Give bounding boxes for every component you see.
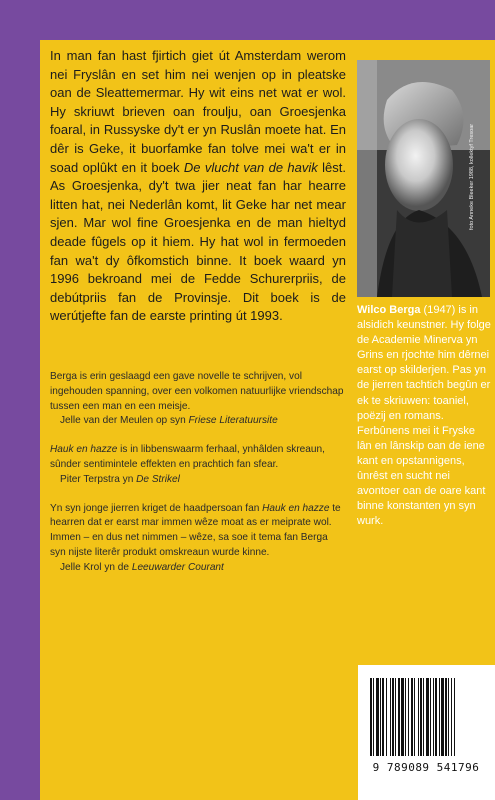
review-quote: Berga is erin geslaagd een gave novelle te schrijven, vol ingehouden spanning, over een volkomen natuurlijke vriendschap tussen een man en een meisje. bbox=[50, 371, 344, 412]
yellow-panel-bottom bbox=[40, 665, 358, 800]
barcode-bar bbox=[380, 678, 381, 756]
barcode-bar bbox=[418, 678, 419, 756]
reviews bbox=[50, 370, 346, 590]
barcode-bar bbox=[435, 678, 437, 756]
review-quote: Hauk en hazze is in libbenswaarm ferhaal, ynhâlden skreaun, sûnder sentimintele effekten en prachtich fan sfear. bbox=[50, 444, 325, 470]
blurb-part-1: In man fan hast fjirtich giet út Amsterdam werom nei Fryslân en set him nei wenjen op in pleatske oan de Sleattemermar. Hy wit eins net wat er wol. Hy skriuwt brieven oan froulju, oan Groesjenka foaral, in Russyske dy't er yn Ruslân moete hat. En dêr is Geke, it buorfamke fan tolve mei wa't er in soad oplûkt en it boek bbox=[50, 48, 346, 175]
barcode-bar bbox=[451, 678, 452, 756]
author-bio bbox=[357, 303, 492, 529]
barcode-bar bbox=[373, 678, 374, 756]
barcode-bar bbox=[398, 678, 400, 756]
author-portrait-photo bbox=[357, 60, 490, 297]
barcode-bar bbox=[423, 678, 424, 756]
barcode-bars bbox=[366, 676, 486, 761]
barcode-icon bbox=[366, 676, 486, 786]
barcode-bar bbox=[395, 678, 396, 756]
blurb-part-2: lêst. As Groesjenka, dy't twa jier neat fan har hearre litten hat, nei Nederlân komt, lit Geke har net mear sjen. Mar wol fine Groesjenka en de man hieltyd deade fûgels op it hiem. Hy hat wol in fermoeden fan wa't dy ôfkomstich binne. It boek waard yn 1996 bekroand mei de Fedde Schurerpriis, de debútpriis fan de Provinsje. Dit boek is de werútjefte fan de earste printing út 1993. bbox=[50, 159, 346, 324]
barcode-bar bbox=[441, 678, 444, 756]
barcode-bar bbox=[445, 678, 447, 756]
review-source: Jelle Krol yn de Leeuwarder Courant bbox=[60, 561, 224, 573]
barcode-bar bbox=[392, 678, 394, 756]
photo-credit: foto Anneke Bleeker 1988, kollektyf Tresoar bbox=[469, 123, 475, 230]
barcode-bar bbox=[414, 678, 415, 756]
barcode-bar bbox=[411, 678, 413, 756]
review-quote: Yn syn jonge jierren kriget de haadpersoan fan Hauk en hazze te hearren dat er earst mar immen wêze moat as er meiprate wol. Immen – en dus net nimmen – wêze, sa soe it tema fan Berga syn nijste literêr produkt omskreaun wurde kinne. bbox=[50, 502, 341, 558]
barcode-bar bbox=[370, 678, 372, 756]
barcode-bar bbox=[408, 678, 409, 756]
barcode-bar bbox=[405, 678, 406, 756]
barcode-bar bbox=[426, 678, 429, 756]
blurb-text bbox=[50, 47, 346, 326]
barcode-bar bbox=[390, 678, 391, 756]
review-source: Jelle van der Meulen op syn Friese Literatuursite bbox=[60, 415, 278, 427]
barcode-bar bbox=[420, 678, 422, 756]
barcode-bar bbox=[433, 678, 434, 756]
barcode-bar bbox=[386, 678, 387, 756]
review-2 bbox=[50, 443, 346, 487]
review-3 bbox=[50, 502, 346, 576]
barcode-bar bbox=[454, 678, 455, 756]
barcode-bar bbox=[448, 678, 449, 756]
author-bio-text: (1947) is in alsidich keunstner. Hy folge de Academie Minerva yn Grins en rjochte him dêrnei earst op skilderjen. Pas yn de jierren tachtich begûn er ek te skriuwen: toaniel, poëzij en romans. Ferbûnens mei it Fryske lân en lânskip oan de iene kant en opstannigens, ûnrêst en sucht nei avontoer oan de oare kant binne konstanten yn syn wurk. bbox=[357, 304, 491, 528]
barcode-number: 9 789089 541796 bbox=[372, 761, 480, 774]
barcode-bar bbox=[376, 678, 379, 756]
review-1 bbox=[50, 370, 346, 429]
review-source: Piter Terpstra yn De Strikel bbox=[60, 473, 180, 485]
blurb-book-title: De vlucht van de havik bbox=[183, 159, 318, 175]
barcode-bar bbox=[439, 678, 440, 756]
barcode-bar bbox=[382, 678, 384, 756]
barcode-bar bbox=[401, 678, 404, 756]
author-name: Wilco Berga bbox=[357, 304, 421, 316]
barcode-bar bbox=[430, 678, 431, 756]
